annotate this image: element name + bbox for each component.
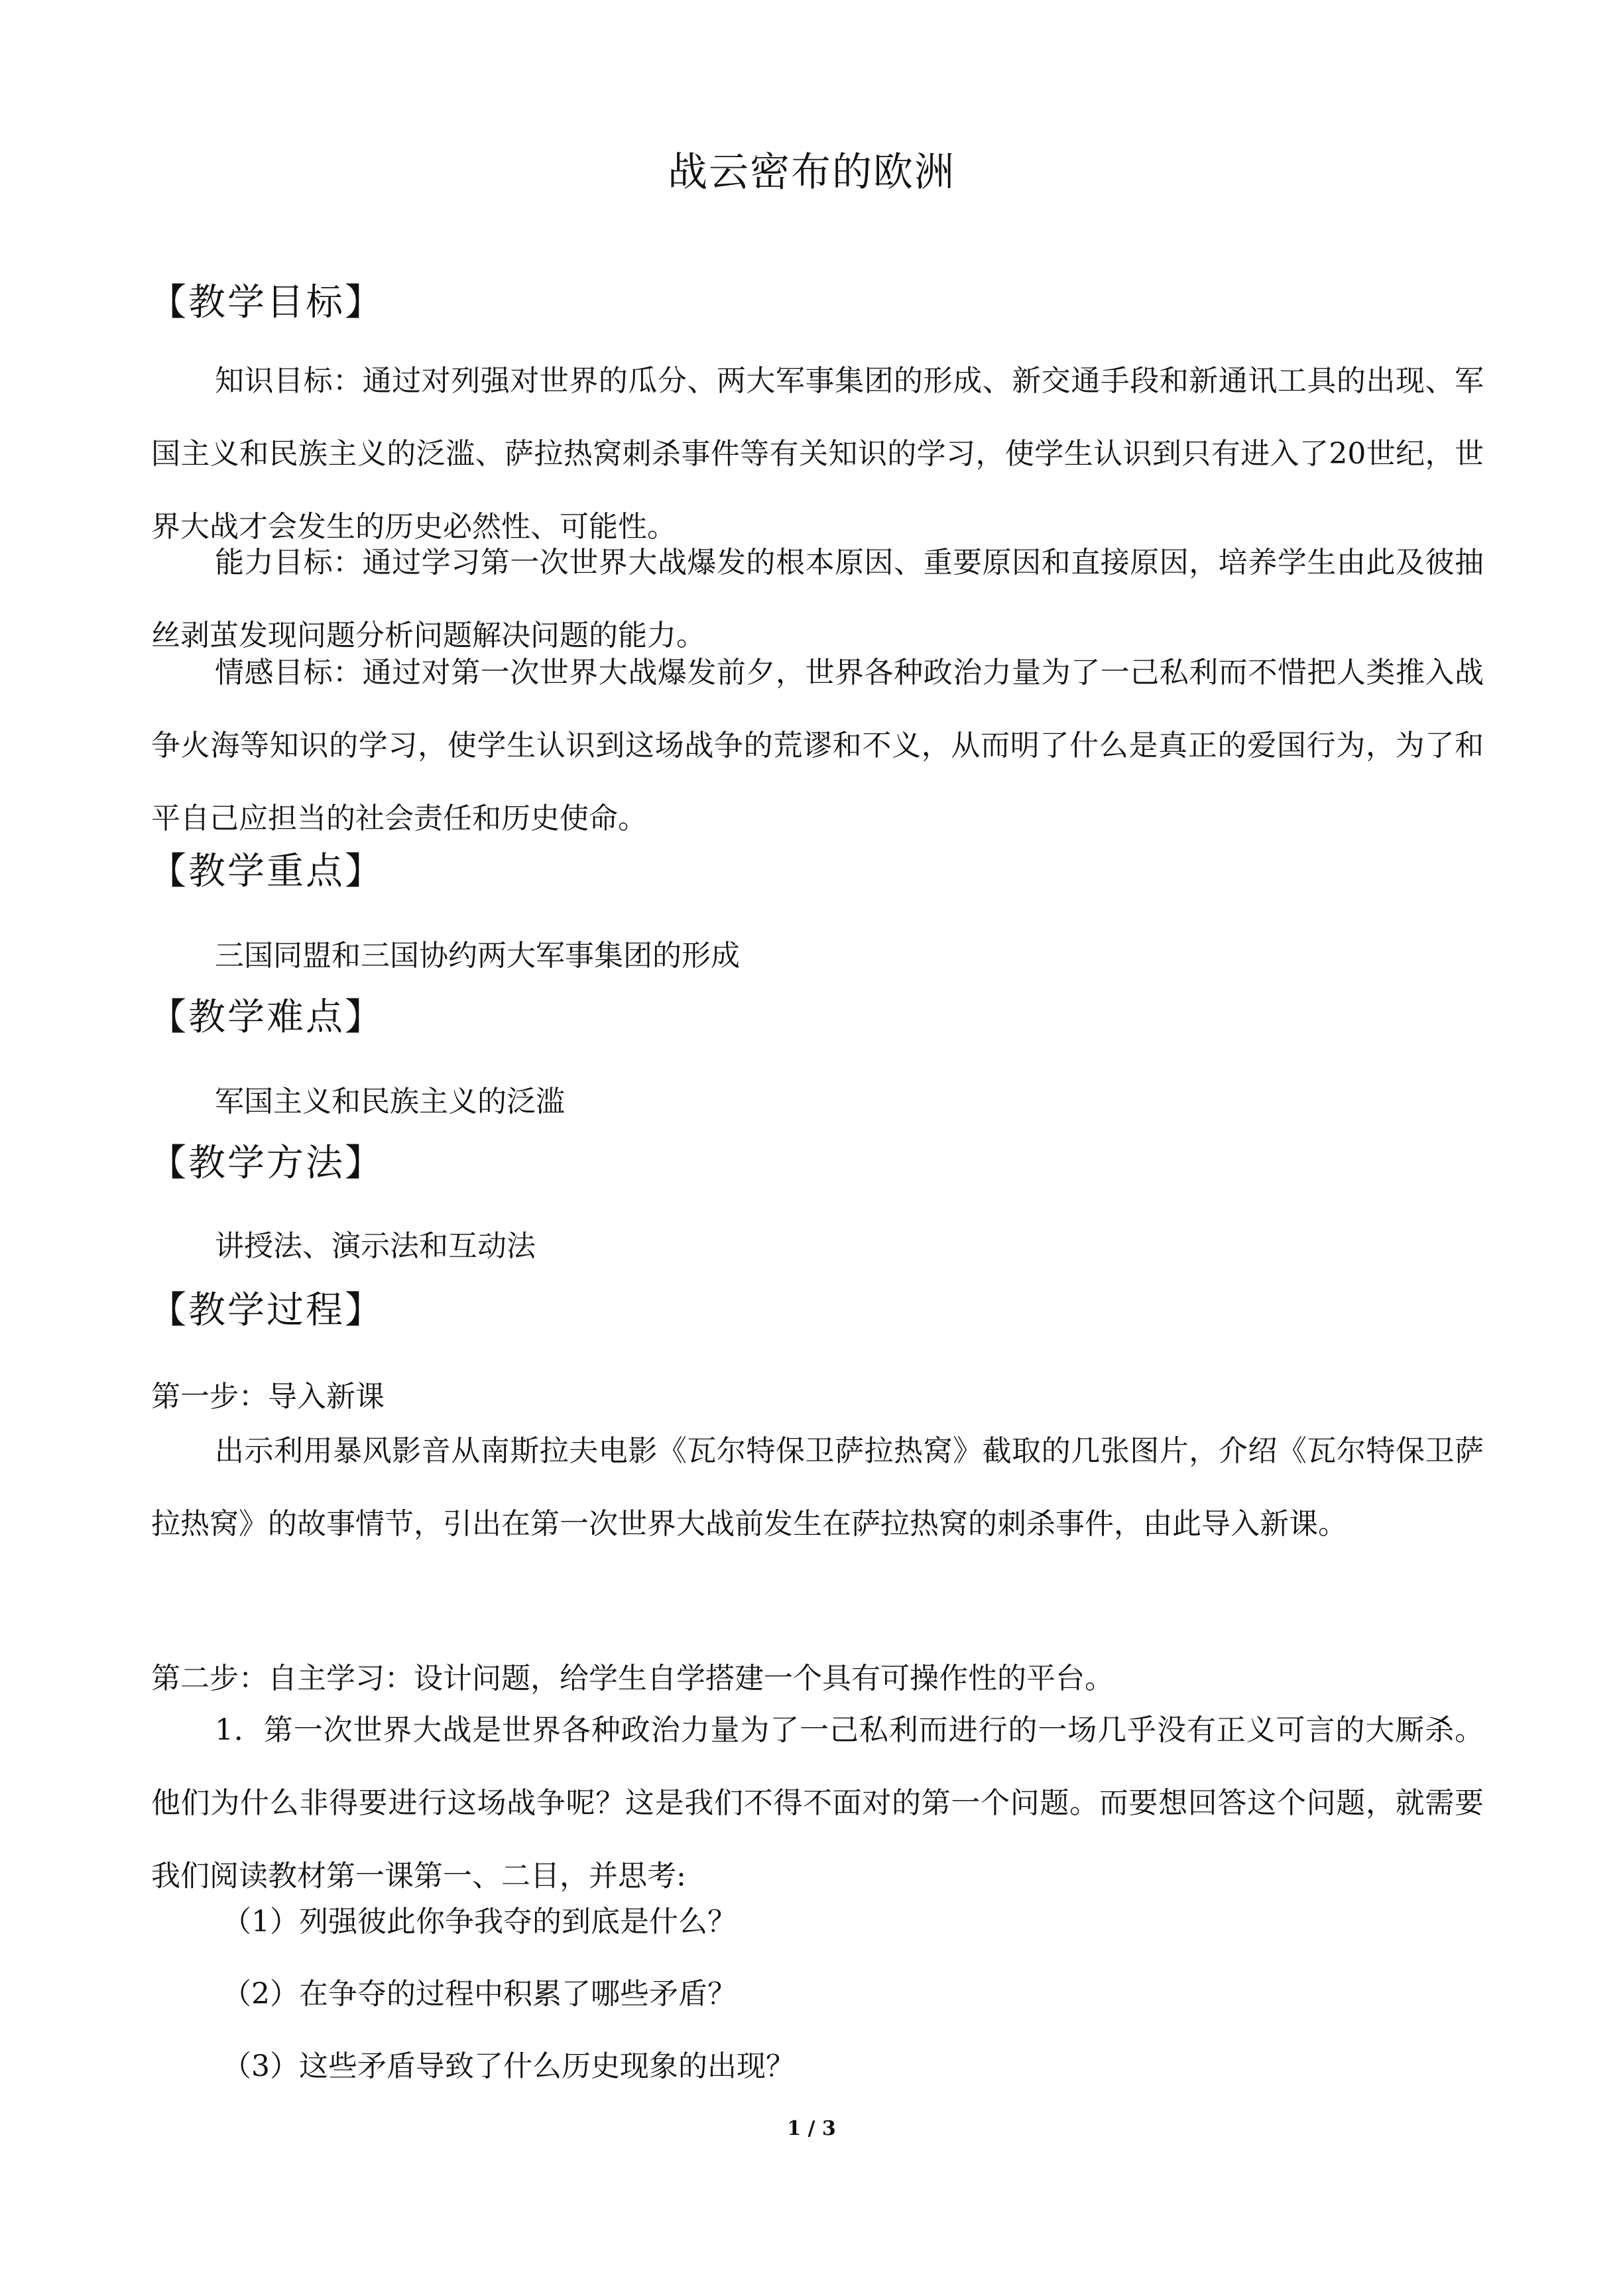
- heading-objectives: 【教学目标】: [149, 281, 384, 324]
- sub-question-1: （1）列强彼此你争我夺的到底是什么？: [222, 1905, 737, 1939]
- page-number: 1 / 3: [787, 2117, 836, 2140]
- step1-title: 第一步：导入新课: [151, 1380, 385, 1414]
- methods-text: 讲授法、演示法和互动法: [215, 1229, 536, 1263]
- heading-key-points: 【教学重点】: [149, 850, 384, 893]
- sub-question-2: （2）在争夺的过程中积累了哪些矛盾？: [222, 1977, 737, 2011]
- key-points-text: 三国同盟和三国协约两大军事集团的形成: [215, 939, 740, 973]
- paragraph-ability-objective: 能力目标：通过学习第一次世界大战爆发的根本原因、重要原因和直接原因，培养学生由此及彼抽丝剥茧发现问题分析问题解决问题的能力。: [151, 546, 1484, 652]
- step2-title: 第二步：自主学习：设计问题，给学生自学搭建一个具有可操作性的平台。: [151, 1662, 1114, 1695]
- paragraph-emotion-objective: 情感目标：通过对第一次世界大战爆发前夕，世界各种政治力量为了一己私利而不惜把人类推入战争火海等知识的学习，使学生认识到这场战争的荒谬和不义，从而明了什么是真正的爱国行为，为了和平自己应担当的社会责任和历史使命。: [151, 656, 1484, 835]
- heading-process: 【教学过程】: [149, 1289, 384, 1332]
- heading-methods: 【教学方法】: [149, 1142, 384, 1185]
- heading-difficulties: 【教学难点】: [149, 996, 384, 1039]
- paragraph-knowledge-objective: 知识目标：通过对列强对世界的瓜分、两大军事集团的形成、新交通手段和新通讯工具的出现、军国主义和民族主义的泛滥、萨拉热窝刺杀事件等有关知识的学习，使学生认识到只有进入了20世纪，世界大战才会发生的历史必然性、可能性。: [151, 364, 1484, 544]
- sub-question-3: （3）这些矛盾导致了什么历史现象的出现？: [222, 2049, 795, 2083]
- step1-paragraph: 出示利用暴风影音从南斯拉夫电影《瓦尔特保卫萨拉热窝》截取的几张图片，介绍《瓦尔特保卫萨拉热窝》的故事情节，引出在第一次世界大战前发生在萨拉热窝的刺杀事件，由此导入新课。: [151, 1434, 1484, 1541]
- question-1-paragraph: 1．第一次世界大战是世界各种政治力量为了一己私利而进行的一场几乎没有正义可言的大厮杀。他们为什么非得要进行这场战争呢？这是我们不得不面对的第一个问题。而要想回答这个问题，就需要我们阅读教材第一课第一、二目，并思考:: [151, 1713, 1484, 1893]
- difficulties-text: 军国主义和民族主义的泛滥: [215, 1085, 565, 1118]
- document-title: 战云密布的欧洲: [668, 149, 955, 196]
